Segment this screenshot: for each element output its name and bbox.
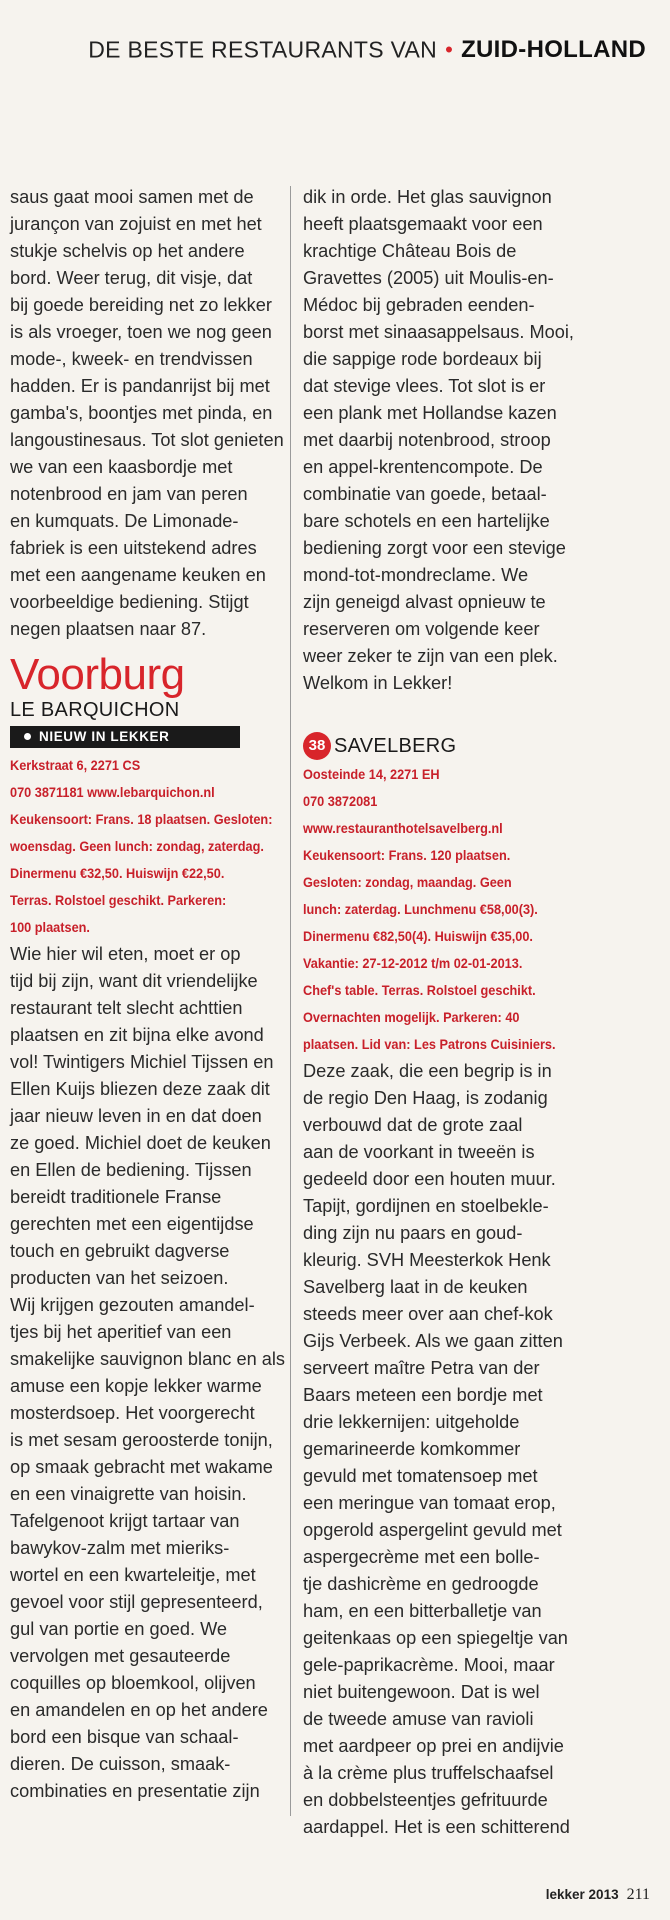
info-line: Dinermenu €82,50(4). Huiswijn €35,00. [303,929,533,944]
text-line: restaurant telt slecht achttien [10,998,243,1018]
text-line: opgerold aspergelint gevuld met [303,1520,562,1540]
badge-dot-icon [24,733,31,740]
text-line: Tapijt, gordijnen en stoelbekle- [303,1196,549,1216]
text-line: hadden. Er is pandanrijst bij met [10,376,270,396]
restaurant-name-le-barquichon: LE BARQUICHON [10,699,180,721]
text-line: jaar nieuw leven in en dat doen [10,1106,262,1126]
text-line: op smaak gebracht met wakame [10,1457,273,1477]
text-line: ze goed. Michiel doet de keuken [10,1133,271,1153]
info-line: Keukensoort: Frans. 120 plaatsen. [303,848,511,863]
text-line: krachtige Château Bois de [303,241,517,261]
text-line: notenbrood en jam van peren [10,484,248,504]
info-line: Terras. Rolstoel geschikt. Parkeren: [10,893,227,908]
text-line: Welkom in Lekker! [303,673,453,693]
text-line: en appel-krentencompote. De [303,457,543,477]
info-line: Overnachten mogelijk. Parkeren: 40 [303,1010,520,1025]
text-line: met daarbij notenbrood, stroop [303,430,551,450]
info-line: 070 3872081 [303,794,378,809]
text-line: vol! Twintigers Michiel Tijssen en [10,1052,274,1072]
text-line: Gravettes (2005) uit Moulis-en- [303,268,554,288]
text-line: en een vinaigrette van hoisin. [10,1484,247,1504]
text-line: een meringue van tomaat erop, [303,1493,556,1513]
text-line: wortel en een kwarteleitje, met [10,1565,256,1585]
text-line: reserveren om volgende keer [303,619,540,639]
text-line: aan de voorkant in tweeën is [303,1142,535,1162]
text-line: Tafelgenoot krijgt tartaar van [10,1511,240,1531]
page-number: 211 [626,1886,650,1903]
text-line: een plank met Hollandse kazen [303,403,557,423]
text-line: smakelijke sauvignon blanc en als [10,1349,285,1369]
text-line: gul van portie en goed. We [10,1619,228,1639]
text-line: en amandelen en op het andere [10,1700,268,1720]
text-line: steeds meer over aan chef-kok [303,1304,553,1324]
text-line: touch en gebruikt dagverse [10,1241,230,1261]
text-line: met een aangename keuken en [10,565,266,585]
text-line: is als vroeger, toen we nog geen [10,322,272,342]
text-line: vervolgen met gesauteerde [10,1646,231,1666]
text-line: bediening zorgt voor een stevige [303,538,566,558]
header-bullet: • [445,37,454,62]
text-line: met aardpeer op prei en andijvie [303,1736,564,1756]
info-line: Chef's table. Terras. Rolstoel geschikt. [303,983,536,998]
info-line: 100 plaatsen. [10,920,90,935]
info-line: Vakantie: 27-12-2012 t/m 02-01-2013. [303,956,523,971]
text-line: kleurig. SVH Meesterkok Henk [303,1250,551,1270]
text-line: fabriek is een uitstekend adres [10,538,257,558]
text-line: tijd bij zijn, want dit vriendelijke [10,971,258,991]
text-line: bord een bisque van schaal- [10,1727,239,1747]
text-line: à la crème plus truffelschaafsel [303,1763,554,1783]
column-divider [290,186,291,1816]
text-line: tjes bij het aperitief van een [10,1322,232,1342]
text-line: gedeeld door een houten muur. [303,1169,556,1189]
page-header [46,36,646,66]
text-line: dik in orde. Het glas sauvignon [303,187,552,207]
text-line: dieren. De cuisson, smaak- [10,1754,231,1774]
text-line: producten van het seizoen. [10,1268,229,1288]
header-prefix: DE BESTE RESTAURANTS VAN [88,36,438,63]
new-in-lekker-badge [10,726,240,748]
text-line: amuse een kopje lekker warme [10,1376,262,1396]
restaurant-name-savelberg: SAVELBERG [334,735,457,757]
text-line: de tweede amuse van ravioli [303,1709,534,1729]
text-line: serveert maître Petra van der [303,1358,540,1378]
savelberg-heading [303,731,583,761]
text-line: is met sesam geroosterde tonijn, [10,1430,273,1450]
text-line: Ellen Kuijs bliezen deze zaak dit [10,1079,270,1099]
text-line: mosterdsoep. Het voorgerecht [10,1403,255,1423]
info-line: Oosteinde 14, 2271 EH [303,767,440,782]
text-line: stukje schelvis op het andere [10,241,245,261]
text-line: gevuld met tomatensoep met [303,1466,538,1486]
info-line: plaatsen. Lid van: Les Patrons Cuisiniers. [303,1037,556,1052]
text-line: Gijs Verbeek. Als we gaan zitten [303,1331,563,1351]
text-line: bord. Weer terug, dit visje, dat [10,268,253,288]
text-line: en kumquats. De Limonade- [10,511,239,531]
text-line: Baars meteen een bordje met [303,1385,543,1405]
text-line: negen plaatsen naar 87. [10,619,207,639]
text-line: weer zeker te zijn van een plek. [303,646,558,666]
text-line: Deze zaak, die een begrip is in [303,1061,552,1081]
left-column [10,184,290,1805]
text-line: heeft plaatsgemaakt voor een [303,214,543,234]
right-intro-text [303,184,583,697]
le-barquichon-info [10,752,290,941]
text-line: Wij krijgen gezouten amandel- [10,1295,255,1315]
text-line: en Ellen de bediening. Tijssen [10,1160,252,1180]
info-line: www.restauranthotelsavelberg.nl [303,821,503,836]
text-line: gemarineerde komkommer [303,1439,521,1459]
text-line: niet buitengewoon. Dat is wel [303,1682,540,1702]
text-line: aardappel. Het is een schitterend [303,1817,570,1837]
text-line: gamba's, boontjes met pinda, en [10,403,273,423]
text-line: gevoel voor stijl gepresenteerd, [10,1592,263,1612]
text-line: aspergecrème met een bolle- [303,1547,540,1567]
text-line: voorbeeldige bediening. Stijgt [10,592,249,612]
city-heading: Voorburg [10,650,185,699]
text-line: bij goede bereiding net zo lekker [10,295,272,315]
info-line: Kerkstraat 6, 2271 CS [10,758,141,773]
text-line: plaatsen en zit bijna elke avond [10,1025,264,1045]
text-line: en dobbelsteentjes gefrituurde [303,1790,548,1810]
text-line: we van een kaasbordje met [10,457,233,477]
text-line: borst met sinaasappelsaus. Mooi, [303,322,574,342]
header-region: ZUID-HOLLAND [461,36,646,63]
text-line: ham, en een bitterballetje van [303,1601,542,1621]
text-line: die sappige rode bordeaux bij [303,349,542,369]
info-line: Gesloten: zondag, maandag. Geen [303,875,512,890]
info-line: Dinermenu €32,50. Huiswijn €22,50. [10,866,225,881]
info-line: woensdag. Geen lunch: zondag, zaterdag. [10,839,264,854]
savelberg-info [303,761,583,1058]
text-line: Savelberg laat in de keuken [303,1277,528,1297]
text-line: mode-, kweek- en trendvissen [10,349,253,369]
le-barquichon-review [10,941,290,1805]
info-line: 070 3871181 www.lebarquichon.nl [10,785,215,800]
text-line: verbouwd dat de grote zaal [303,1115,523,1135]
badge-label: NIEUW IN LEKKER [39,729,170,744]
text-line: Médoc bij gebraden eenden- [303,295,535,315]
left-intro-text [10,184,290,643]
savelberg-review [303,1058,583,1841]
text-line: mond-tot-mondreclame. We [303,565,529,585]
page-footer [470,1886,650,1908]
rank-badge: 38 [303,732,331,760]
text-line: ding zijn nu paars en goud- [303,1223,523,1243]
text-line: Wie hier wil eten, moet er op [10,944,241,964]
info-line: lunch: zaterdag. Lunchmenu €58,00(3). [303,902,538,917]
footer-magazine: lekker 2013 [545,1887,619,1902]
text-line: combinaties en presentatie zijn [10,1781,260,1801]
text-line: langoustinesaus. Tot slot genieten [10,430,284,450]
text-line: zijn geneigd alvast opnieuw te [303,592,546,612]
text-line: drie lekkernijen: uitgeholde [303,1412,520,1432]
text-line: bawykov-zalm met mieriks- [10,1538,230,1558]
text-line: dat stevige vlees. Tot slot is er [303,376,546,396]
text-line: de regio Den Haag, is zodanig [303,1088,548,1108]
text-line: gerechten met een eigentijdse [10,1214,254,1234]
text-line: jurançon van zojuist en met het [10,214,262,234]
right-column [303,184,583,1841]
text-line: geitenkaas op een spiegeltje van [303,1628,568,1648]
text-line: gele-paprikacrème. Mooi, maar [303,1655,555,1675]
text-line: coquilles op bloemkool, olijven [10,1673,256,1693]
text-line: bereidt traditionele Franse [10,1187,222,1207]
text-line: combinatie van goede, betaal- [303,484,547,504]
text-line: bare schotels en een hartelijke [303,511,550,531]
info-line: Keukensoort: Frans. 18 plaatsen. Gesloten: [10,812,273,827]
text-line: saus gaat mooi samen met de [10,187,254,207]
text-line: tje dashicrème en gedroogde [303,1574,539,1594]
